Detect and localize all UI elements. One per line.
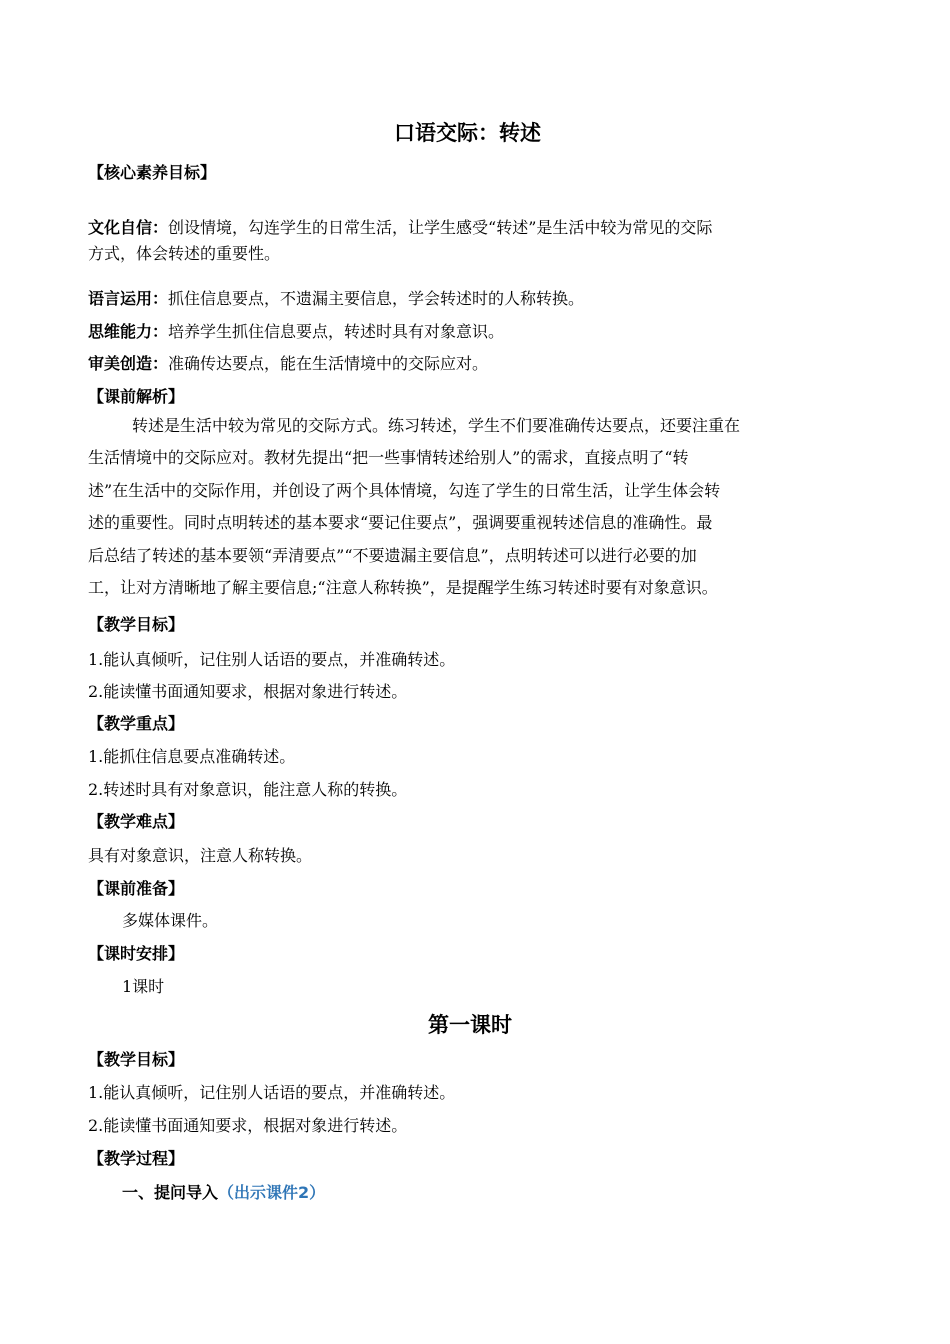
analysis-line: 述的重要性。同时点明转述的基本要求“要记住要点”，强调要重视转述信息的准确性。最: [88, 513, 713, 533]
culture-line-1: [88, 215, 712, 238]
page-title: 口语交际：转述: [394, 121, 541, 145]
courseware-note: （出示课件2）: [218, 1183, 326, 1202]
language-text: 抓住信息要点，不遗漏主要信息，学会转述时的人称转换。: [168, 289, 585, 308]
culture-line-2: 方式，体会转述的重要性。: [88, 244, 281, 263]
analysis-line: 转述是生活中较为常见的交际方式。练习转述，学生不们要准确传达要点，还要注重在: [132, 416, 741, 435]
step-intro: [122, 1180, 325, 1203]
culture-label: 文化自信：: [88, 218, 169, 237]
analysis-line: 述”在生活中的交际作用，并创设了两个具体情境，勾连了学生的日常生活，让学生体会转: [88, 480, 721, 500]
heading-analysis: 【课前解析】: [88, 387, 185, 406]
heading-lesson-goals: 【教学目标】: [88, 1050, 185, 1069]
analysis-line: 生活情境中的交际应对。教材先提出“把一些事情转述给别人”的需求，直接点明了“转: [88, 448, 689, 468]
aesthetic-text: 准确传达要点，能在生活情境中的交际应对。: [168, 354, 489, 373]
heading-key-points: 【教学重点】: [88, 714, 185, 733]
heading-difficulties: 【教学难点】: [88, 812, 185, 831]
language-label: 语言运用：: [88, 289, 169, 308]
heading-preparation: 【课前准备】: [88, 879, 185, 898]
thinking-label: 思维能力：: [88, 322, 169, 341]
aesthetic-line: [88, 351, 488, 374]
heading-schedule: 【课时安排】: [88, 944, 185, 963]
key-item: 2.转述时具有对象意识，能注意人称的转换。: [88, 780, 408, 799]
goal-item: 2.能读懂书面通知要求，根据对象进行转述。: [88, 682, 408, 701]
lesson-goal-item: 1.能认真倾听，记住别人话语的要点，并准确转述。: [88, 1083, 456, 1102]
thinking-text: 培养学生抓住信息要点，转述时具有对象意识。: [168, 322, 505, 341]
schedule-text: 1课时: [122, 977, 165, 996]
language-line: [88, 286, 584, 309]
aesthetic-label: 审美创造：: [88, 354, 169, 373]
preparation-text: 多媒体课件。: [122, 911, 219, 930]
analysis-line: 后总结了转述的基本要领“弄清要点”“不要遗漏主要信息”，点明转述可以进行必要的加: [88, 545, 697, 565]
thinking-line: [88, 319, 504, 342]
heading-core-goals: 【核心素养目标】: [88, 163, 217, 182]
analysis-paragraph: [88, 410, 860, 604]
key-item: 1.能抓住信息要点准确转述。: [88, 747, 296, 766]
analysis-line: 工，让对方清晰地了解主要信息;“注意人称转换”，是提醒学生练习转述时要有对象意识。: [88, 578, 718, 598]
heading-process: 【教学过程】: [88, 1149, 185, 1168]
difficulty-text: 具有对象意识，注意人称转换。: [88, 846, 313, 865]
heading-teaching-goals: 【教学目标】: [88, 615, 185, 634]
step-label: 一、提问导入: [122, 1183, 219, 1202]
goal-item: 1.能认真倾听，记住别人话语的要点，并准确转述。: [88, 650, 456, 669]
lesson-goal-item: 2.能读懂书面通知要求，根据对象进行转述。: [88, 1116, 408, 1135]
culture-text: 创设情境，勾连学生的日常生活，让学生感受“转述”是生活中较为常见的交际: [168, 218, 713, 237]
lesson-title: 第一课时: [428, 1013, 512, 1037]
